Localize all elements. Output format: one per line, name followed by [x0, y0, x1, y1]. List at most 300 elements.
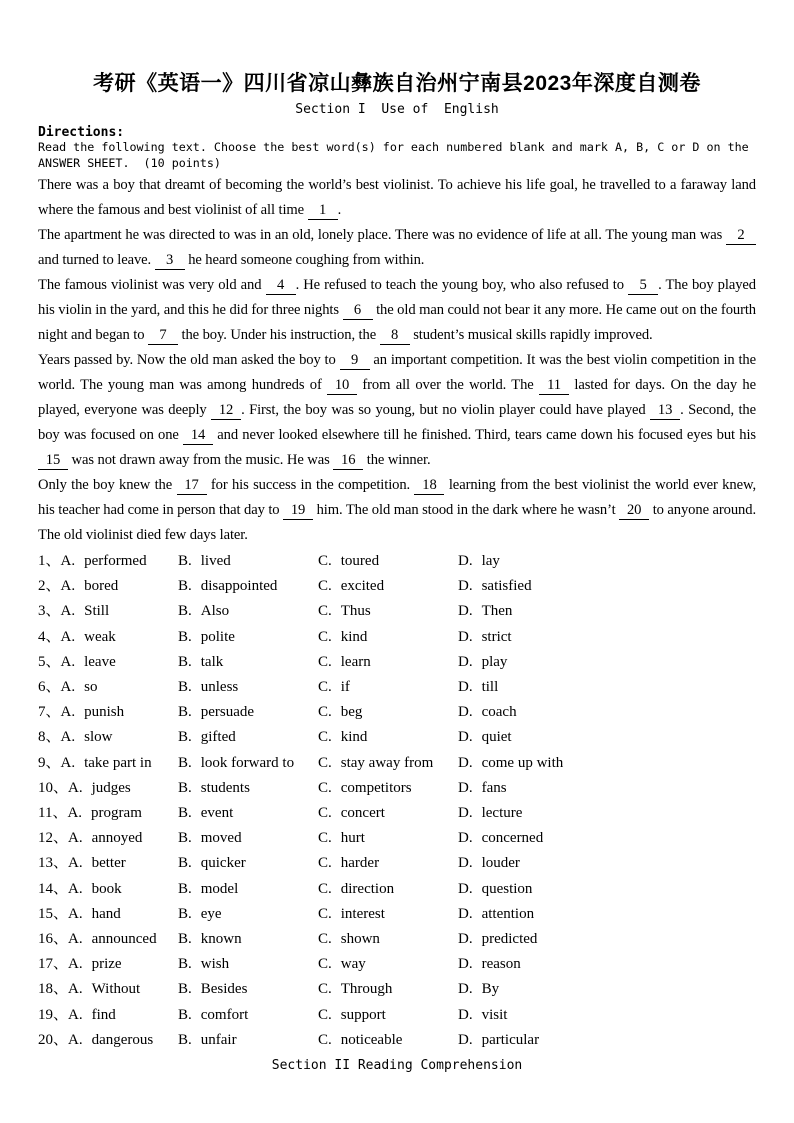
option-text: till	[481, 679, 499, 696]
option-text: students	[200, 779, 250, 796]
option-text: take part in	[84, 754, 152, 771]
question-12-option-c	[318, 826, 458, 851]
question-17-option-d	[458, 952, 756, 977]
option-text: Without	[91, 981, 141, 998]
option-text: excited	[340, 578, 385, 595]
question-10-option-b	[178, 776, 318, 801]
question-20-option-b	[178, 1028, 318, 1053]
question-row-18	[38, 977, 756, 1002]
option-letter-c: C.	[318, 754, 332, 771]
option-letter-c: C.	[318, 905, 332, 922]
option-text: noticeable	[340, 1031, 403, 1048]
question-row-13	[38, 851, 756, 876]
option-text: satisfied	[481, 578, 532, 595]
option-letter-b: B.	[178, 628, 192, 645]
option-letter-d: D.	[458, 931, 473, 948]
question-7-option-b	[178, 700, 318, 725]
option-letter-b: B.	[178, 981, 192, 998]
question-number: 13、	[38, 855, 69, 872]
question-number: 14、	[38, 880, 69, 897]
option-letter-a: A.	[60, 553, 76, 569]
blank-7: 7	[148, 327, 178, 345]
blank-4: 4	[266, 277, 296, 295]
option-letter-b: B.	[178, 1031, 192, 1048]
option-text: way	[340, 956, 366, 973]
question-1-option-a	[38, 549, 178, 574]
option-letter-d: D.	[458, 679, 473, 696]
option-letter-a: A.	[68, 779, 83, 796]
option-letter-b: B.	[178, 830, 192, 847]
question-row-10	[38, 776, 756, 801]
option-letter-c: C.	[318, 628, 332, 645]
option-text: strict	[481, 628, 512, 645]
question-number: 17、	[38, 956, 69, 973]
question-row-16	[38, 927, 756, 952]
question-19-option-a	[38, 1003, 178, 1028]
option-text: Besides	[200, 981, 248, 998]
option-letter-b: B.	[178, 578, 192, 595]
question-list	[38, 549, 756, 1053]
option-text: talk	[200, 653, 224, 670]
question-15-option-c	[318, 902, 458, 927]
question-row-20	[38, 1028, 756, 1053]
option-text: coach	[481, 704, 517, 721]
question-row-4	[38, 625, 756, 650]
option-text: so	[84, 679, 98, 696]
option-text: hurt	[340, 830, 365, 847]
question-4-option-c	[318, 625, 458, 650]
question-number: 5、	[38, 653, 61, 670]
option-text: kind	[340, 729, 368, 746]
option-letter-c: C.	[318, 931, 332, 948]
option-letter-a: A.	[60, 653, 76, 670]
question-number: 9、	[38, 754, 61, 771]
option-letter-c: C.	[318, 603, 332, 620]
option-text: By	[481, 981, 500, 998]
option-letter-b: B.	[178, 553, 192, 569]
question-11-option-a	[38, 801, 178, 826]
option-text: shown	[340, 931, 380, 948]
option-letter-d: D.	[458, 880, 473, 897]
question-16-option-d	[458, 927, 756, 952]
question-4-option-d	[458, 625, 756, 650]
question-row-14	[38, 877, 756, 902]
blank-16: 16	[333, 452, 363, 470]
option-letter-d: D.	[458, 603, 473, 620]
option-text: visit	[481, 1006, 508, 1023]
question-10-option-c	[318, 776, 458, 801]
question-7-option-a	[38, 700, 178, 725]
option-letter-b: B.	[178, 931, 192, 948]
option-text: hand	[91, 905, 121, 922]
option-letter-d: D.	[458, 578, 473, 595]
question-row-3	[38, 599, 756, 624]
question-10-option-d	[458, 776, 756, 801]
question-17-option-a	[38, 952, 178, 977]
question-1-option-d	[458, 549, 756, 574]
option-letter-d: D.	[458, 754, 473, 771]
question-2-option-a	[38, 574, 178, 599]
blank-20: 20	[619, 502, 649, 520]
option-letter-b: B.	[178, 1006, 192, 1023]
option-letter-b: B.	[178, 729, 192, 746]
option-text: if	[340, 679, 350, 696]
option-text: polite	[200, 628, 235, 645]
question-19-option-c	[318, 1003, 458, 1028]
option-letter-c: C.	[318, 1006, 332, 1023]
question-8-option-b	[178, 725, 318, 750]
blank-5: 5	[628, 277, 658, 295]
option-letter-b: B.	[178, 880, 192, 897]
option-letter-a: A.	[68, 1006, 83, 1023]
option-letter-a: A.	[68, 855, 83, 872]
option-text: dangerous	[91, 1031, 154, 1048]
option-text: Through	[340, 981, 393, 998]
question-number: 1、	[38, 553, 61, 569]
question-8-option-c	[318, 725, 458, 750]
question-number: 4、	[38, 628, 61, 645]
question-7-option-c	[318, 700, 458, 725]
option-text: eye	[200, 905, 222, 922]
option-letter-d: D.	[458, 905, 473, 922]
question-9-option-b	[178, 751, 318, 776]
question-9-option-d	[458, 751, 756, 776]
option-text: weak	[84, 628, 116, 645]
question-number: 2、	[38, 578, 61, 595]
question-6-option-d	[458, 675, 756, 700]
question-16-option-c	[318, 927, 458, 952]
question-13-option-c	[318, 851, 458, 876]
option-text: louder	[481, 855, 520, 872]
option-letter-c: C.	[318, 779, 332, 796]
question-10-option-a	[38, 776, 178, 801]
question-20-option-c	[318, 1028, 458, 1053]
question-number: 3、	[38, 603, 61, 620]
question-2-option-b	[178, 574, 318, 599]
question-number: 7、	[38, 704, 61, 721]
option-letter-d: D.	[458, 805, 473, 822]
question-14-option-d	[458, 877, 756, 902]
option-letter-c: C.	[318, 553, 332, 569]
passage-paragraph-5: Only the boy knew the 17 for his success in the competition. 18 learning from the best violinist the world ever knew, his teacher had come in person that day to 19 him. The old man stood in the dark where he wasn’t 20 to anyone around. The old violinist died few days later.	[38, 477, 756, 543]
option-letter-a: A.	[68, 830, 83, 847]
question-number: 19、	[38, 1006, 69, 1023]
question-12-option-a	[38, 826, 178, 851]
option-text: model	[200, 880, 239, 897]
question-2-option-d	[458, 574, 756, 599]
blank-19: 19	[283, 502, 313, 520]
question-row-9	[38, 751, 756, 776]
option-text: lay	[481, 553, 500, 569]
option-text: competitors	[340, 779, 412, 796]
question-15-option-a	[38, 902, 178, 927]
question-14-option-b	[178, 877, 318, 902]
question-15-option-b	[178, 902, 318, 927]
option-letter-a: A.	[68, 905, 83, 922]
option-text: persuade	[200, 704, 255, 721]
question-19-option-d	[458, 1003, 756, 1028]
question-7-option-d	[458, 700, 756, 725]
option-text: look forward to	[200, 754, 295, 771]
question-1-option-b	[178, 549, 318, 574]
option-letter-c: C.	[318, 956, 332, 973]
option-text: play	[481, 653, 508, 670]
option-letter-c: C.	[318, 880, 332, 897]
question-18-option-d	[458, 977, 756, 1002]
blank-11: 11	[539, 377, 569, 395]
blank-17: 17	[177, 477, 207, 495]
question-8-option-d	[458, 725, 756, 750]
option-text: performed	[84, 553, 147, 569]
question-15-option-d	[458, 902, 756, 927]
question-1-option-c	[318, 549, 458, 574]
blank-18: 18	[414, 477, 444, 495]
question-row-19	[38, 1003, 756, 1028]
option-letter-c: C.	[318, 805, 332, 822]
question-16-option-b	[178, 927, 318, 952]
question-3-option-d	[458, 599, 756, 624]
option-letter-d: D.	[458, 704, 473, 721]
option-text: question	[481, 880, 533, 897]
blank-2: 2	[726, 227, 756, 245]
question-3-option-b	[178, 599, 318, 624]
option-text: Thus	[340, 603, 371, 620]
blank-13: 13	[650, 402, 680, 420]
question-17-option-c	[318, 952, 458, 977]
option-text: support	[340, 1006, 386, 1023]
option-text: beg	[340, 704, 363, 721]
option-letter-b: B.	[178, 704, 192, 721]
cloze-passage	[38, 173, 756, 548]
option-letter-c: C.	[318, 704, 332, 721]
option-letter-d: D.	[458, 553, 473, 569]
directions-text: Read the following text. Choose the best word(s) for each numbered blank and mark A, B, C or D on the ANSWER SHEET. (10 points)	[38, 140, 756, 170]
option-letter-d: D.	[458, 1031, 473, 1048]
option-text: lived	[200, 553, 231, 569]
question-4-option-b	[178, 625, 318, 650]
question-20-option-d	[458, 1028, 756, 1053]
option-text: judges	[91, 779, 131, 796]
question-16-option-a	[38, 927, 178, 952]
question-5-option-b	[178, 650, 318, 675]
option-text: concert	[340, 805, 385, 822]
question-row-7	[38, 700, 756, 725]
passage-paragraph-4: Years passed by. Now the old man asked the boy to 9 an important competition. It was the best violin competition in the world. The young man was among hundreds of 10 from all over the world. The 11 lasted for days. On the day he played, everyone was deeply 12 . First, the boy was so young, but no violin player could have played 13 . Second, the boy was focused on one 14 and never looked elsewhere till he finished. Third, tears came down his focused eyes but his 15 was not drawn away from the music. He was 16 the winner.	[38, 352, 757, 468]
question-row-11	[38, 801, 756, 826]
option-text: harder	[340, 855, 380, 872]
question-13-option-b	[178, 851, 318, 876]
question-9-option-a	[38, 751, 178, 776]
option-text: quiet	[481, 729, 512, 746]
option-text: known	[200, 931, 242, 948]
question-number: 6、	[38, 679, 61, 696]
option-text: direction	[340, 880, 395, 897]
option-letter-b: B.	[178, 855, 192, 872]
blank-12: 12	[211, 402, 241, 420]
option-letter-c: C.	[318, 653, 332, 670]
question-6-option-a	[38, 675, 178, 700]
option-letter-b: B.	[178, 653, 192, 670]
option-text: bored	[84, 578, 119, 595]
question-12-option-d	[458, 826, 756, 851]
question-14-option-c	[318, 877, 458, 902]
option-text: unfair	[200, 1031, 237, 1048]
question-18-option-c	[318, 977, 458, 1002]
option-text: annoyed	[91, 830, 143, 847]
question-number: 10、	[38, 779, 69, 796]
option-text: disappointed	[200, 578, 278, 595]
option-letter-d: D.	[458, 628, 473, 645]
option-text: lecture	[481, 805, 523, 822]
question-11-option-d	[458, 801, 756, 826]
option-letter-d: D.	[458, 729, 473, 746]
question-number: 18、	[38, 981, 69, 998]
option-text: reason	[481, 956, 521, 973]
option-text: concerned	[481, 830, 544, 847]
question-row-2	[38, 574, 756, 599]
question-number: 15、	[38, 905, 69, 922]
option-text: prize	[91, 956, 122, 973]
question-13-option-d	[458, 851, 756, 876]
question-11-option-b	[178, 801, 318, 826]
option-text: quicker	[200, 855, 246, 872]
option-text: announced	[91, 931, 157, 948]
option-letter-d: D.	[458, 653, 473, 670]
option-text: toured	[340, 553, 380, 569]
option-letter-a: A.	[60, 578, 76, 595]
option-letter-a: A.	[60, 603, 76, 620]
question-number: 8、	[38, 729, 61, 746]
option-letter-a: A.	[68, 880, 83, 897]
option-text: gifted	[200, 729, 236, 746]
option-letter-a: A.	[68, 1031, 83, 1048]
blank-8: 8	[380, 327, 410, 345]
option-letter-a: A.	[60, 704, 76, 721]
question-number: 12、	[38, 830, 69, 847]
option-letter-b: B.	[178, 779, 192, 796]
option-text: punish	[84, 704, 125, 721]
option-letter-a: A.	[68, 981, 83, 998]
option-letter-a: A.	[68, 956, 83, 973]
question-row-5	[38, 650, 756, 675]
question-5-option-a	[38, 650, 178, 675]
option-text: unless	[200, 679, 239, 696]
question-2-option-c	[318, 574, 458, 599]
page-title: 考研《英语一》四川省凉山彝族自治州宁南县2023年深度自测卷	[93, 72, 701, 95]
option-text: event	[200, 805, 234, 822]
option-text: find	[91, 1006, 116, 1023]
question-18-option-a	[38, 977, 178, 1002]
question-number: 16、	[38, 931, 69, 948]
option-text: moved	[200, 830, 242, 847]
option-letter-c: C.	[318, 830, 332, 847]
question-9-option-c	[318, 751, 458, 776]
option-text: fans	[481, 779, 507, 796]
question-11-option-c	[318, 801, 458, 826]
option-letter-c: C.	[318, 729, 332, 746]
question-6-option-c	[318, 675, 458, 700]
option-letter-d: D.	[458, 981, 473, 998]
option-letter-a: A.	[68, 931, 83, 948]
question-3-option-a	[38, 599, 178, 624]
option-text: predicted	[481, 931, 538, 948]
option-text: slow	[84, 729, 113, 746]
question-row-8	[38, 725, 756, 750]
option-letter-d: D.	[458, 956, 473, 973]
blank-15: 15	[38, 452, 68, 470]
passage-paragraph-2: The apartment he was directed to was in an old, lonely place. There was no evidence of life at all. The young man was 2 and turned to leave. 3 he heard someone coughing from within.	[38, 223, 756, 273]
blank-3: 3	[155, 252, 185, 270]
option-letter-b: B.	[178, 754, 192, 771]
passage-paragraph-3: The famous violinist was very old and 4 . He refused to teach the young boy, who also refused to 5 . The boy played his violin in the yard, and this he did for three nights 6 the old man could not bear it any more. He came out on the fourth night and began to 7 the boy. Under his instruction, the 8 student’s musical skills rapidly improved.	[38, 277, 756, 343]
option-text: program	[91, 805, 142, 822]
passage-paragraph-1: There was a boy that dreamt of becoming the world’s best violinist. To achieve his life goal, he travelled to a faraway land where the famous and best violinist of all time 1 .	[38, 177, 756, 218]
question-number: 20、	[38, 1031, 69, 1048]
option-text: particular	[481, 1031, 540, 1048]
question-row-1	[38, 549, 756, 574]
question-13-option-a	[38, 851, 178, 876]
option-text: Also	[200, 603, 230, 620]
option-text: comfort	[200, 1006, 249, 1023]
question-row-15	[38, 902, 756, 927]
option-letter-c: C.	[318, 855, 332, 872]
blank-9: 9	[340, 352, 370, 370]
question-8-option-a	[38, 725, 178, 750]
option-text: leave	[84, 653, 116, 670]
section2-heading: Section II Reading Comprehension	[271, 1058, 523, 1074]
option-letter-b: B.	[178, 603, 192, 620]
option-letter-b: B.	[178, 805, 192, 822]
blank-10: 10	[327, 377, 357, 395]
option-text: come up with	[481, 754, 564, 771]
option-letter-d: D.	[458, 830, 473, 847]
option-text: book	[91, 880, 122, 897]
question-row-6	[38, 675, 756, 700]
question-20-option-a	[38, 1028, 178, 1053]
option-letter-a: A.	[60, 628, 76, 645]
option-letter-a: A.	[67, 805, 83, 822]
question-12-option-b	[178, 826, 318, 851]
option-text: learn	[340, 653, 371, 670]
option-letter-b: B.	[178, 905, 192, 922]
question-4-option-a	[38, 625, 178, 650]
blank-6: 6	[343, 302, 373, 320]
option-letter-a: A.	[60, 729, 76, 746]
option-letter-d: D.	[458, 855, 473, 872]
option-text: Still	[84, 603, 110, 620]
option-text: stay away from	[340, 754, 434, 771]
question-3-option-c	[318, 599, 458, 624]
option-text: Then	[481, 603, 513, 620]
question-5-option-c	[318, 650, 458, 675]
option-letter-d: D.	[458, 1006, 473, 1023]
question-5-option-d	[458, 650, 756, 675]
question-6-option-b	[178, 675, 318, 700]
option-text: wish	[200, 956, 230, 973]
option-text: attention	[481, 905, 535, 922]
question-18-option-b	[178, 977, 318, 1002]
question-19-option-b	[178, 1003, 318, 1028]
option-letter-b: B.	[178, 679, 192, 696]
question-row-17	[38, 952, 756, 977]
question-14-option-a	[38, 877, 178, 902]
option-letter-a: A.	[60, 754, 76, 771]
option-letter-c: C.	[318, 679, 332, 696]
section1-heading: Section I Use of English	[295, 102, 499, 117]
question-17-option-b	[178, 952, 318, 977]
blank-14: 14	[183, 427, 213, 445]
option-text: interest	[340, 905, 385, 922]
